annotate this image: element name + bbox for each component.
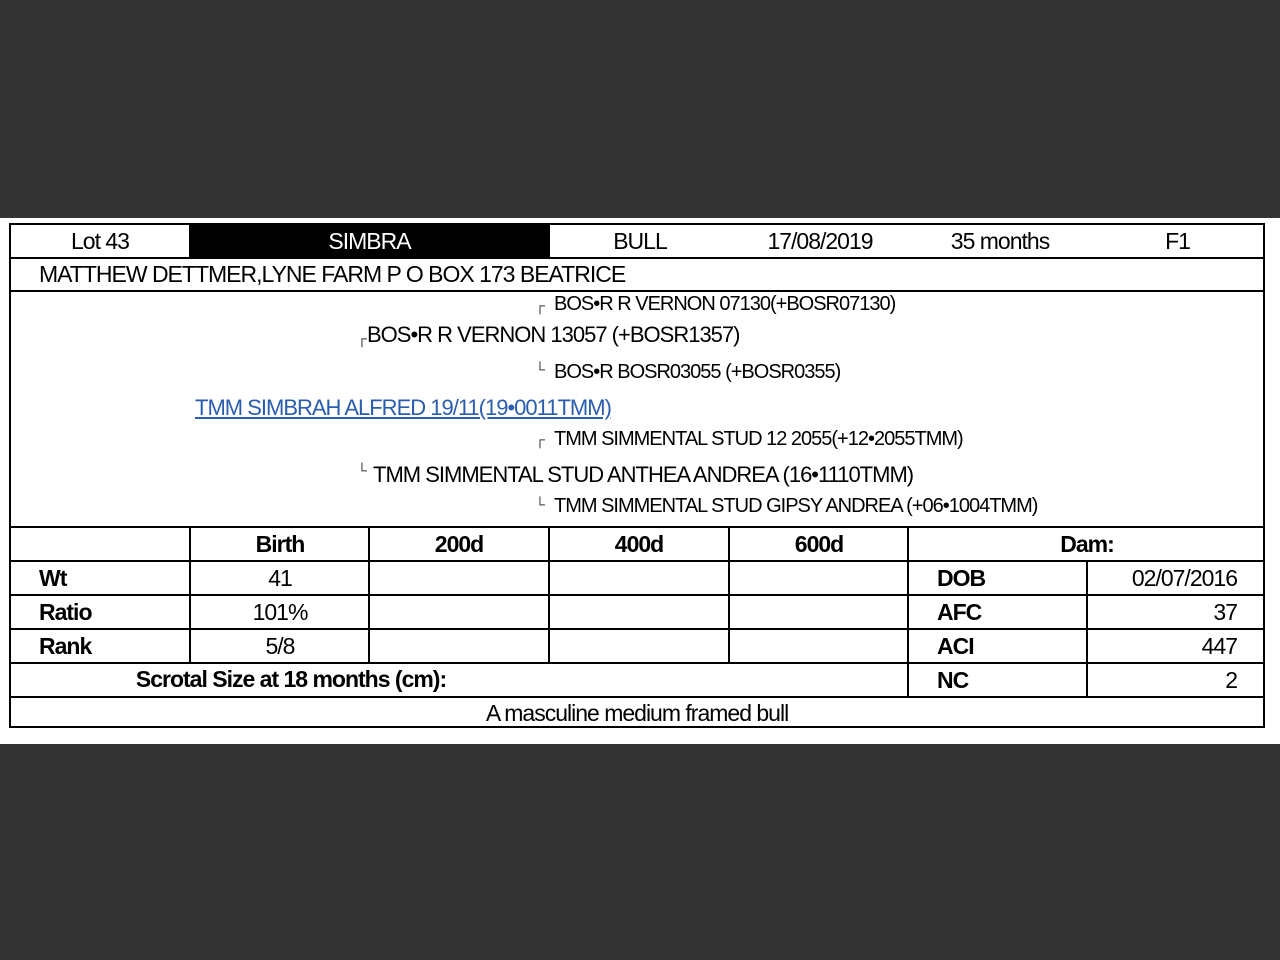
divider	[189, 225, 191, 257]
age-label: 35 months	[950, 227, 1050, 254]
pedigree-sire-dam-sire: TMM SIMMENTAL STUD 12 2055(+12•2055TMM)	[554, 428, 963, 450]
divider	[189, 526, 191, 662]
lot-card	[0, 218, 1280, 744]
bracket-icon: ┌	[357, 330, 367, 346]
col-birth: Birth	[255, 530, 305, 557]
dam-label-nc: NC	[937, 666, 969, 693]
col-400d: 400d	[614, 530, 664, 557]
scrotal-label: Scrotal Size at 18 months (cm):	[135, 665, 447, 692]
pedigree-sire-link[interactable]: TMM SIMBRAH ALFRED 19/11(19•0011TMM)	[195, 395, 611, 420]
sex-label: BULL	[613, 227, 667, 254]
pedigree-sire-sire: BOS•R R VERNON 13057 (+BOSR1357)	[367, 322, 740, 347]
bracket-icon: └	[535, 496, 545, 512]
breed-label: SIMBRA	[191, 225, 548, 257]
bracket-icon: └	[357, 462, 367, 478]
divider	[1086, 560, 1088, 696]
divider	[548, 526, 550, 662]
pedigree-sire-sire-sire: BOS•R R VERNON 07130(+BOSR07130)	[554, 293, 896, 315]
generation-label: F1	[1165, 227, 1190, 254]
owner-address: MATTHEW DETTMER,LYNE FARM P O BOX 173 BEATRICE	[39, 261, 626, 287]
comment: A masculine medium framed bull	[485, 699, 789, 726]
bracket-icon: ┌	[535, 297, 545, 313]
divider	[11, 290, 1263, 292]
bracket-icon: └	[535, 361, 545, 377]
dam-label-aci: ACI	[937, 632, 974, 659]
wt-birth: 41	[268, 564, 292, 591]
dam-header: Dam:	[1060, 530, 1114, 557]
dam-value-afc: 37	[1213, 598, 1237, 625]
dam-label-dob: DOB	[937, 564, 986, 591]
dam-value-nc: 2	[1225, 666, 1237, 693]
divider	[907, 526, 909, 696]
bracket-icon: ┌	[535, 431, 545, 447]
row-label-rank: Rank	[39, 632, 92, 659]
dam-value-aci: 447	[1201, 632, 1237, 659]
rank-birth: 5/8	[265, 632, 295, 659]
col-600d: 600d	[794, 530, 844, 557]
dam-label-afc: AFC	[937, 598, 982, 625]
ratio-birth: 101%	[252, 598, 308, 625]
divider	[728, 526, 730, 662]
dam-value-dob: 02/07/2016	[1131, 564, 1237, 591]
pedigree-sire-sire-dam: BOS•R BOSR03055 (+BOSR0355)	[554, 361, 841, 383]
pedigree-sire-dam-dam: TMM SIMMENTAL STUD GIPSY ANDREA (+06•1004TMM)	[554, 495, 1038, 517]
row-label-wt: Wt	[39, 564, 67, 591]
lot-table	[9, 223, 1265, 728]
row-label-ratio: Ratio	[39, 598, 92, 625]
divider	[368, 526, 370, 662]
pedigree-sire-dam: TMM SIMMENTAL STUD ANTHEA ANDREA (16•1110TMM)	[373, 462, 914, 487]
lot-number: Lot 43	[71, 227, 129, 254]
col-200d: 200d	[434, 530, 484, 557]
birth-date: 17/08/2019	[767, 227, 873, 254]
divider	[548, 225, 550, 257]
